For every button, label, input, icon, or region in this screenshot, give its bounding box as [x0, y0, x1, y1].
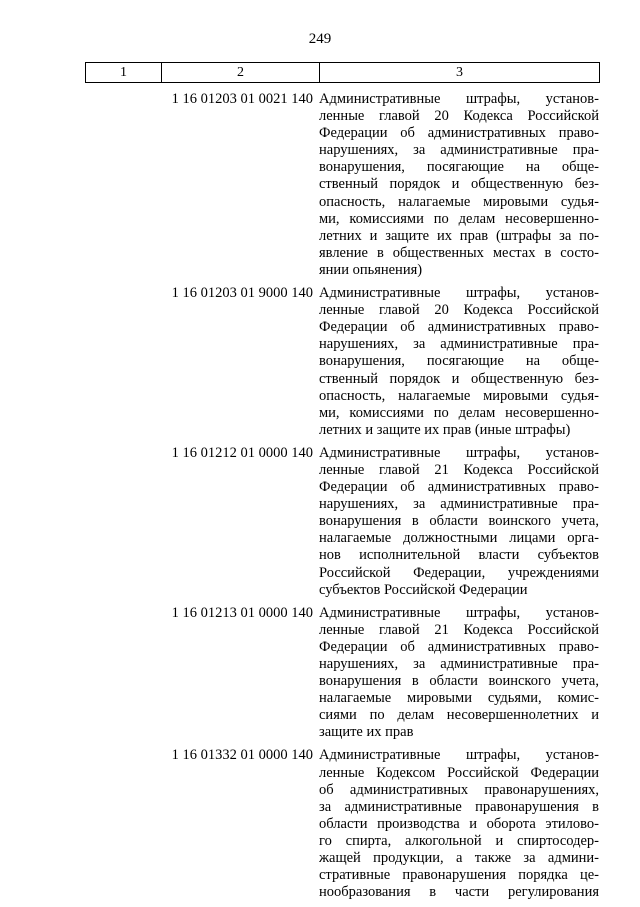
- description-line: области производства и оборота этилово-: [319, 815, 599, 832]
- description-line: янии опьянения): [319, 261, 423, 278]
- description-line: Федерации об административных право-: [319, 479, 599, 496]
- description-line: нообразования в части регулирования: [319, 884, 599, 901]
- table-row: [85, 91, 599, 279]
- description-line: стративные правонарушения порядка це-: [319, 867, 599, 884]
- description-line: ственный порядок и общественную без-: [319, 370, 599, 387]
- description-line: нарушениях, за административные пра-: [319, 496, 599, 513]
- description-line: ми, комиссиями по делам несовершенно-: [319, 210, 599, 227]
- description-line: за административные правонарушения в: [319, 798, 599, 815]
- table-row: [85, 605, 599, 742]
- description-line: опасность, налагаемые мировыми судья-: [319, 387, 599, 404]
- description-line: нарушениях, за административные пра-: [319, 142, 599, 159]
- budget-code: 1 16 01213 01 0000 140: [171, 604, 313, 621]
- description-line: ственный порядок и общественную без-: [319, 176, 599, 193]
- empty-cell: [85, 285, 161, 439]
- description-line: налагаемые должностными лицами орга-: [319, 530, 599, 547]
- description-line: опасность, налагаемые мировыми судья-: [319, 193, 599, 210]
- description-line: ми, комиссиями по делам несовершенно-: [319, 404, 599, 421]
- description-line: ленные главой 21 Кодекса Российской: [319, 621, 599, 638]
- description-line: Административные штрафы, установ-: [319, 604, 599, 621]
- table-body: [85, 91, 599, 907]
- budget-code: 1 16 01332 01 0000 140: [171, 747, 313, 764]
- description-cell: [319, 91, 599, 279]
- budget-code: 1 16 01203 01 0021 140: [171, 91, 313, 107]
- table-row: [85, 445, 599, 599]
- empty-cell: [85, 605, 161, 742]
- description-line: нарушениях, за административные пра-: [319, 656, 599, 672]
- description-line: Российской Федерации, учреждениями: [319, 564, 599, 581]
- empty-cell: [85, 747, 161, 901]
- description-line: защите их прав: [319, 724, 414, 741]
- description-line: нарушениях, за административные пра-: [319, 336, 599, 353]
- empty-cell: [85, 445, 161, 599]
- description-cell: [319, 605, 599, 742]
- description-line: об административных правонарушениях,: [319, 781, 599, 798]
- description-cell: [319, 445, 599, 599]
- description-line: нов исполнительной власти субъектов: [319, 547, 599, 564]
- description-line: вонарушения в области воинского учета,: [319, 673, 599, 690]
- description-line: ленные главой 20 Кодекса Российской: [319, 108, 599, 125]
- empty-cell: [85, 91, 161, 279]
- header-cell-2: 2: [162, 63, 320, 83]
- description-line: Федерации об административных право-: [319, 638, 599, 655]
- description-line: вонарушения, посягающие на обще-: [319, 159, 599, 176]
- description-line: ленные главой 21 Кодекса Российской: [319, 461, 599, 478]
- description-line: субъектов Российской Федерации: [319, 581, 528, 598]
- description-line: летних и защите их прав (штрафы за по-: [319, 227, 599, 244]
- description-line: Федерации об административных право-: [319, 319, 599, 336]
- description-line: Административные штрафы, установ-: [319, 747, 599, 764]
- page-number: 249: [308, 31, 332, 47]
- description-line: ленные главой 20 Кодекса Российской: [319, 302, 599, 319]
- description-line: явление в общественных местах в состо-: [319, 244, 599, 261]
- description-line: жащей продукции, а также за админи-: [319, 850, 599, 867]
- description-cell: [319, 747, 599, 901]
- header-cell-3: 3: [320, 63, 600, 83]
- table-row: [85, 285, 599, 439]
- description-line: Административные штрафы, установ-: [319, 444, 599, 461]
- description-line: летних и защите их прав (иные штрафы): [319, 421, 571, 438]
- header-cell-1: 1: [86, 63, 162, 83]
- header-row: [86, 63, 600, 83]
- budget-code: 1 16 01203 01 9000 140: [171, 285, 313, 302]
- description-line: вонарушения, посягающие на обще-: [319, 353, 599, 370]
- budget-code: 1 16 01212 01 0000 140: [171, 444, 313, 461]
- table-row: [85, 747, 599, 901]
- description-line: налагаемые мировыми судьями, комис-: [319, 690, 599, 707]
- description-line: Административные штрафы, установ-: [319, 91, 599, 107]
- description-cell: [319, 285, 599, 439]
- description-line: ленные Кодексом Российской Федерации: [319, 764, 599, 781]
- description-line: Федерации об административных право-: [319, 125, 599, 142]
- description-line: сиями по делам несовершеннолетних и: [319, 707, 599, 724]
- description-line: вонарушения в области воинского учета,: [319, 513, 599, 530]
- table-header: [85, 62, 600, 83]
- description-line: го спирта, алкогольной и спиртосодер-: [319, 832, 599, 849]
- description-line: Административные штрафы, установ-: [319, 285, 599, 302]
